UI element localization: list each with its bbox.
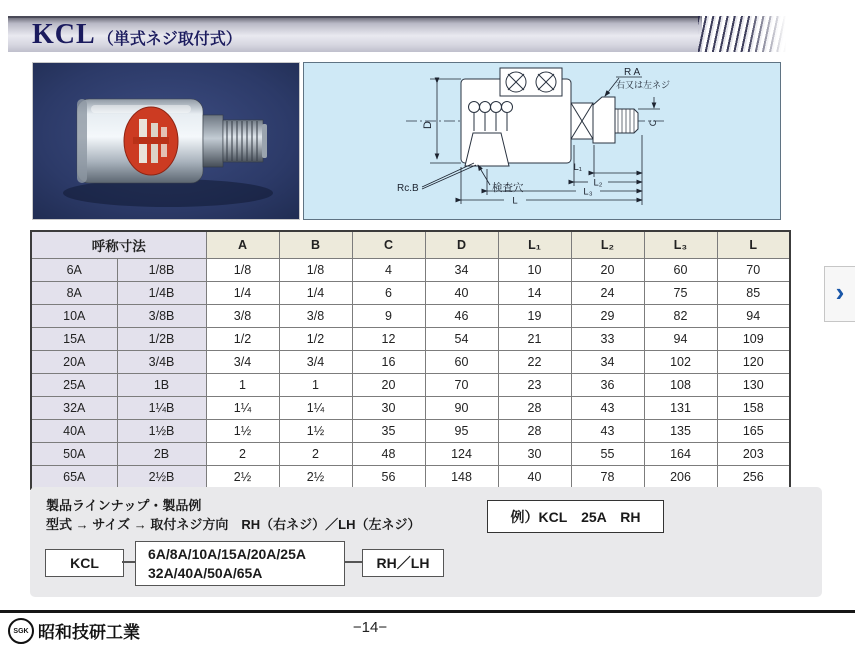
sizes-box	[135, 541, 345, 586]
diagram-drawing	[304, 63, 778, 217]
dimension-cell: 135	[644, 420, 717, 443]
dimensions-table	[30, 230, 791, 490]
dimension-cell: 1/2	[206, 328, 279, 351]
inspection-leader	[478, 165, 490, 185]
dimension-cell: 19	[498, 305, 571, 328]
column-header: C	[352, 231, 425, 259]
dimension-cell: 131	[644, 397, 717, 420]
column-header: B	[279, 231, 352, 259]
dimension-cell: 164	[644, 443, 717, 466]
sizes-line-2: 32A/40A/50A/65A	[148, 564, 263, 581]
threaded-stub	[223, 120, 267, 162]
sizes-line-1: 6A/8A/10A/15A/20A/25A	[148, 545, 306, 562]
column-header: L₂	[571, 231, 644, 259]
lineup-flow-label: 型式 → サイズ → 取付ネジ方向 RH（右ネジ）／LH（左ネジ）	[46, 517, 421, 532]
dimension-cell: 43	[571, 420, 644, 443]
chevron-right-icon: ›	[835, 277, 845, 307]
dimension-cell: 9	[352, 305, 425, 328]
dimension-cell: 10	[498, 259, 571, 282]
flow-connector	[122, 561, 135, 563]
dimension-cell: 55	[571, 443, 644, 466]
product-photo-drawing	[33, 63, 299, 219]
model-box: KCL	[45, 549, 124, 577]
nominal-size-cell: 20A	[31, 351, 117, 374]
nominal-inch-cell: 1/4B	[117, 282, 206, 305]
dimension-cell: 70	[425, 374, 498, 397]
example-box: 例）KCL 25A RH	[487, 500, 664, 533]
dimension-cell: 1½	[279, 420, 352, 443]
dimension-cell: 1	[279, 374, 352, 397]
shaft-section	[571, 103, 593, 139]
page-title: KCL	[32, 19, 96, 50]
dimension-cell: 30	[498, 443, 571, 466]
table-row	[31, 420, 790, 443]
dimension-cell: 60	[425, 351, 498, 374]
dimension-cell: 124	[425, 443, 498, 466]
thread-stub	[615, 109, 638, 133]
company-logo-icon: SGK	[8, 618, 34, 644]
column-header: L	[717, 231, 790, 259]
dimension-cell: 46	[425, 305, 498, 328]
dimension-cell: 2½	[279, 466, 352, 490]
table-row	[31, 328, 790, 351]
dimension-cell: 94	[644, 328, 717, 351]
dimension-cell: 82	[644, 305, 717, 328]
column-header: L₁	[498, 231, 571, 259]
table-row	[31, 374, 790, 397]
dimension-cell: 148	[425, 466, 498, 490]
nominal-size-cell: 8A	[31, 282, 117, 305]
table-row	[31, 259, 790, 282]
nominal-size-cell: 40A	[31, 420, 117, 443]
nominal-inch-cell: 1¼B	[117, 397, 206, 420]
dimension-c	[638, 97, 660, 109]
dimension-cell: 165	[717, 420, 790, 443]
dimension-cell: 85	[717, 282, 790, 305]
dimension-cell: 34	[425, 259, 498, 282]
dimension-cell: 108	[644, 374, 717, 397]
dim-l3-label: L₃	[583, 186, 593, 198]
dimension-cell: 14	[498, 282, 571, 305]
dimension-cell: 78	[571, 466, 644, 490]
table-row	[31, 443, 790, 466]
dimension-cell: 206	[644, 466, 717, 490]
page-number: −14−	[352, 619, 388, 636]
dimension-cell: 94	[717, 305, 790, 328]
flow-connector	[345, 561, 362, 563]
dim-l-label: L	[512, 195, 518, 207]
next-page-button[interactable]	[824, 266, 855, 322]
dimension-cell: 1¼	[206, 397, 279, 420]
nominal-size-cell: 10A	[31, 305, 117, 328]
dimension-cell: 36	[571, 374, 644, 397]
port-boss	[465, 133, 509, 166]
brand-label	[124, 107, 178, 175]
dimension-cell: 3/8	[279, 305, 352, 328]
dimension-cell: 3/4	[206, 351, 279, 374]
dimension-cell: 1/2	[279, 328, 352, 351]
dimension-cell: 1/8	[279, 259, 352, 282]
dimension-cell: 1¼	[279, 397, 352, 420]
bearing-block	[500, 68, 562, 96]
dimension-cell: 20	[571, 259, 644, 282]
title-bar-hatch-decoration	[698, 16, 786, 52]
port-leader	[422, 163, 476, 189]
dimension-cell: 16	[352, 351, 425, 374]
dimension-cell: 3/8	[206, 305, 279, 328]
dimension-cell: 43	[571, 397, 644, 420]
thread-collar	[593, 97, 615, 143]
page-title-bar	[8, 16, 702, 52]
nominal-inch-cell: 3/8B	[117, 305, 206, 328]
column-header: L₃	[644, 231, 717, 259]
dimension-cell: 158	[717, 397, 790, 420]
dimension-cell: 109	[717, 328, 790, 351]
dimension-cell: 22	[498, 351, 571, 374]
nominal-size-header: 呼称寸法	[31, 231, 206, 259]
dimension-cell: 33	[571, 328, 644, 351]
port-thread-label: Rc.B	[397, 183, 419, 194]
table-row	[31, 466, 790, 490]
dimension-cell: 28	[498, 420, 571, 443]
nominal-size-cell: 15A	[31, 328, 117, 351]
dimension-cell: 3/4	[279, 351, 352, 374]
dimension-cell: 203	[717, 443, 790, 466]
dimensions-table-body	[31, 259, 790, 490]
inspection-hole-label: 検査穴	[492, 182, 524, 194]
dimension-cell: 70	[717, 259, 790, 282]
lineup-heading: 製品ラインナップ・製品例	[46, 498, 202, 513]
page-title-subtitle: （単式ネジ取付式）	[97, 30, 242, 48]
nominal-inch-cell: 1½B	[117, 420, 206, 443]
table-row	[31, 397, 790, 420]
dimension-cell: 1/4	[279, 282, 352, 305]
dimension-cell: 34	[571, 351, 644, 374]
thread-note-label: 右又は左ネジ	[616, 80, 671, 90]
company-name: 昭和技研工業	[38, 623, 140, 642]
dimension-cell: 40	[498, 466, 571, 490]
dimension-cell: 102	[644, 351, 717, 374]
nominal-inch-cell: 2½B	[117, 466, 206, 490]
dimension-cell: 30	[352, 397, 425, 420]
dimension-cell: 4	[352, 259, 425, 282]
dim-d-label: D	[422, 121, 434, 129]
dimension-cell: 54	[425, 328, 498, 351]
dimension-cell: 120	[717, 351, 790, 374]
dimension-cell: 23	[498, 374, 571, 397]
nominal-size-cell: 32A	[31, 397, 117, 420]
thread-spec-label: R A	[624, 67, 641, 78]
dimension-cell: 21	[498, 328, 571, 351]
column-header: A	[206, 231, 279, 259]
dimension-cell: 75	[644, 282, 717, 305]
nominal-size-cell: 65A	[31, 466, 117, 490]
nominal-inch-cell: 3/4B	[117, 351, 206, 374]
dimension-cell: 29	[571, 305, 644, 328]
technical-diagram	[303, 62, 781, 220]
nominal-inch-cell: 1/8B	[117, 259, 206, 282]
table-row	[31, 305, 790, 328]
dimension-cell: 24	[571, 282, 644, 305]
column-header: D	[425, 231, 498, 259]
dimension-cell: 1/8	[206, 259, 279, 282]
dimension-cell: 12	[352, 328, 425, 351]
dimension-cell: 35	[352, 420, 425, 443]
dimension-cell: 90	[425, 397, 498, 420]
dimension-cell: 2½	[206, 466, 279, 490]
hex-collar	[203, 115, 223, 167]
dimension-cell: 2	[206, 443, 279, 466]
nominal-inch-cell: 1B	[117, 374, 206, 397]
dimension-cell: 95	[425, 420, 498, 443]
dimension-cell: 1½	[206, 420, 279, 443]
table-row	[31, 351, 790, 374]
table-header-row	[31, 231, 790, 259]
product-lineup-panel	[30, 487, 822, 597]
table-row	[31, 282, 790, 305]
product-photo	[32, 62, 300, 220]
dimension-cell: 48	[352, 443, 425, 466]
dim-l2-label: L₂	[593, 177, 603, 189]
dim-c-label: C	[648, 119, 658, 127]
dimension-cell: 20	[352, 374, 425, 397]
dimension-cell: 28	[498, 397, 571, 420]
dimension-cell: 1/4	[206, 282, 279, 305]
dimension-cell: 256	[717, 466, 790, 490]
dimension-cell: 1	[206, 374, 279, 397]
dimension-cell: 40	[425, 282, 498, 305]
nominal-size-cell: 50A	[31, 443, 117, 466]
footer-divider	[0, 610, 855, 613]
nominal-size-cell: 25A	[31, 374, 117, 397]
direction-box: RH／LH	[362, 549, 444, 577]
dimension-cell: 56	[352, 466, 425, 490]
nominal-inch-cell: 2B	[117, 443, 206, 466]
nominal-size-cell: 6A	[31, 259, 117, 282]
dimension-cell: 60	[644, 259, 717, 282]
dim-l1-label: L₁	[573, 162, 582, 173]
dimension-cell: 2	[279, 443, 352, 466]
dimension-cell: 130	[717, 374, 790, 397]
nominal-inch-cell: 1/2B	[117, 328, 206, 351]
dimension-cell: 6	[352, 282, 425, 305]
